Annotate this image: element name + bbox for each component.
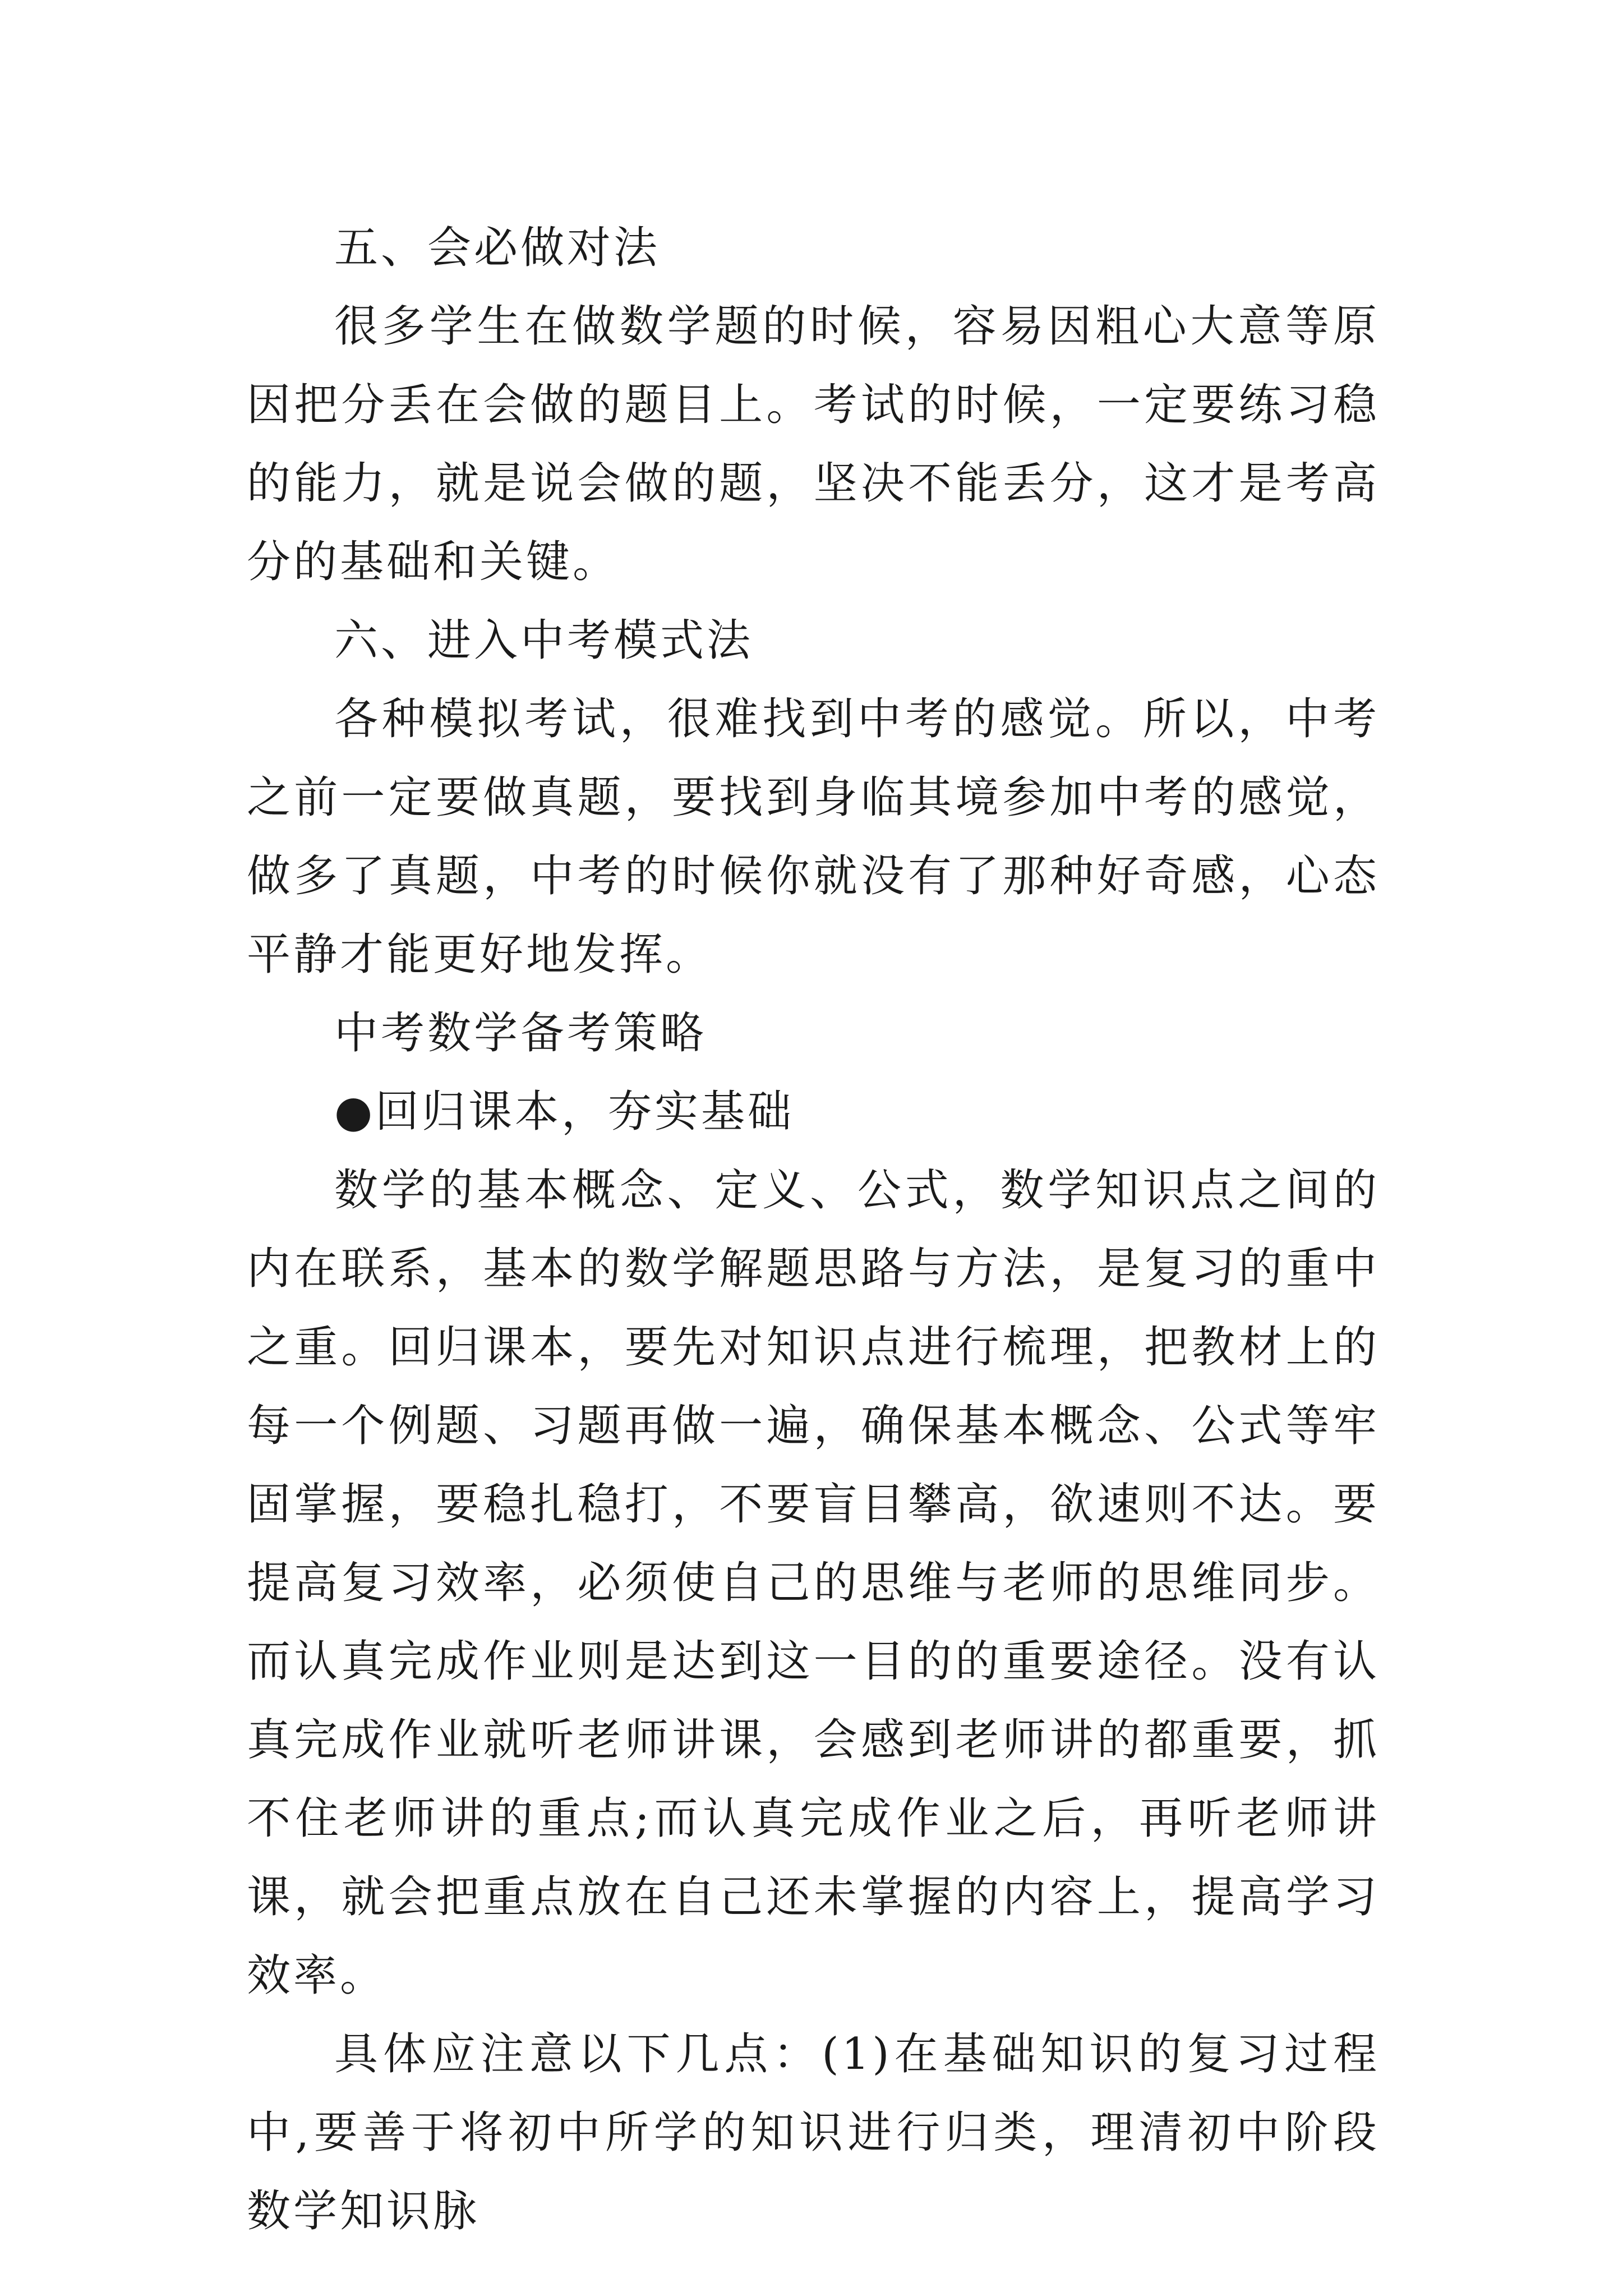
bullet-heading-textbook: ●回归课本，夯实基础 (334, 1087, 795, 1137)
document-body (247, 209, 1380, 2251)
paragraph-textbook: 数学的基本概念、定义、公式，数学知识点之间的内在联系，基本的数学解题思路与方法，是复习的重中之重。回归课本，要先对知识点进行梳理，把教材上的每一个例题、习题再做一遍，确保基本概念、公式等牢固掌握，要稳扎稳打，不要盲目攀高，欲速则不达。要提高复习效率，必须使自己的思维与老师的思维同步。而认真完成作业则是达到这一目的的重要途径。没有认真完成作业就听老师讲课，会感到老师讲的都重要，抓不住老师讲的重点;而认真完成作业之后，再听老师讲课，就会把重点放在自己还未掌握的内容上，提高学习效率。 (247, 1165, 1380, 2001)
paragraph-method-6: 各种模拟考试，很难找到中考的感觉。所以，中考之前一定要做真题，要找到身临其境参加中考的感觉，做多了真题，中考的时候你就没有了那种好奇感，心态平静才能更好地发挥。 (247, 694, 1380, 980)
paragraph-method-5: 很多学生在做数学题的时候，容易因粗心大意等原因把分丢在会做的题目上。考试的时候，一定要练习稳的能力，就是说会做的题，坚决不能丢分，这才是考高分的基础和关键。 (247, 301, 1380, 587)
section-heading-strategy: 中考数学备考策略 (334, 1008, 707, 1059)
section-heading-method-5: 五、会必做对法 (334, 223, 661, 273)
paragraph-notes: 具体应注意以下几点：(1)在基础知识的复习过程中,要善于将初中所学的知识进行归类，理清初中阶段数学知识脉 (247, 2029, 1380, 2237)
section-heading-method-6: 六、进入中考模式法 (334, 615, 754, 666)
